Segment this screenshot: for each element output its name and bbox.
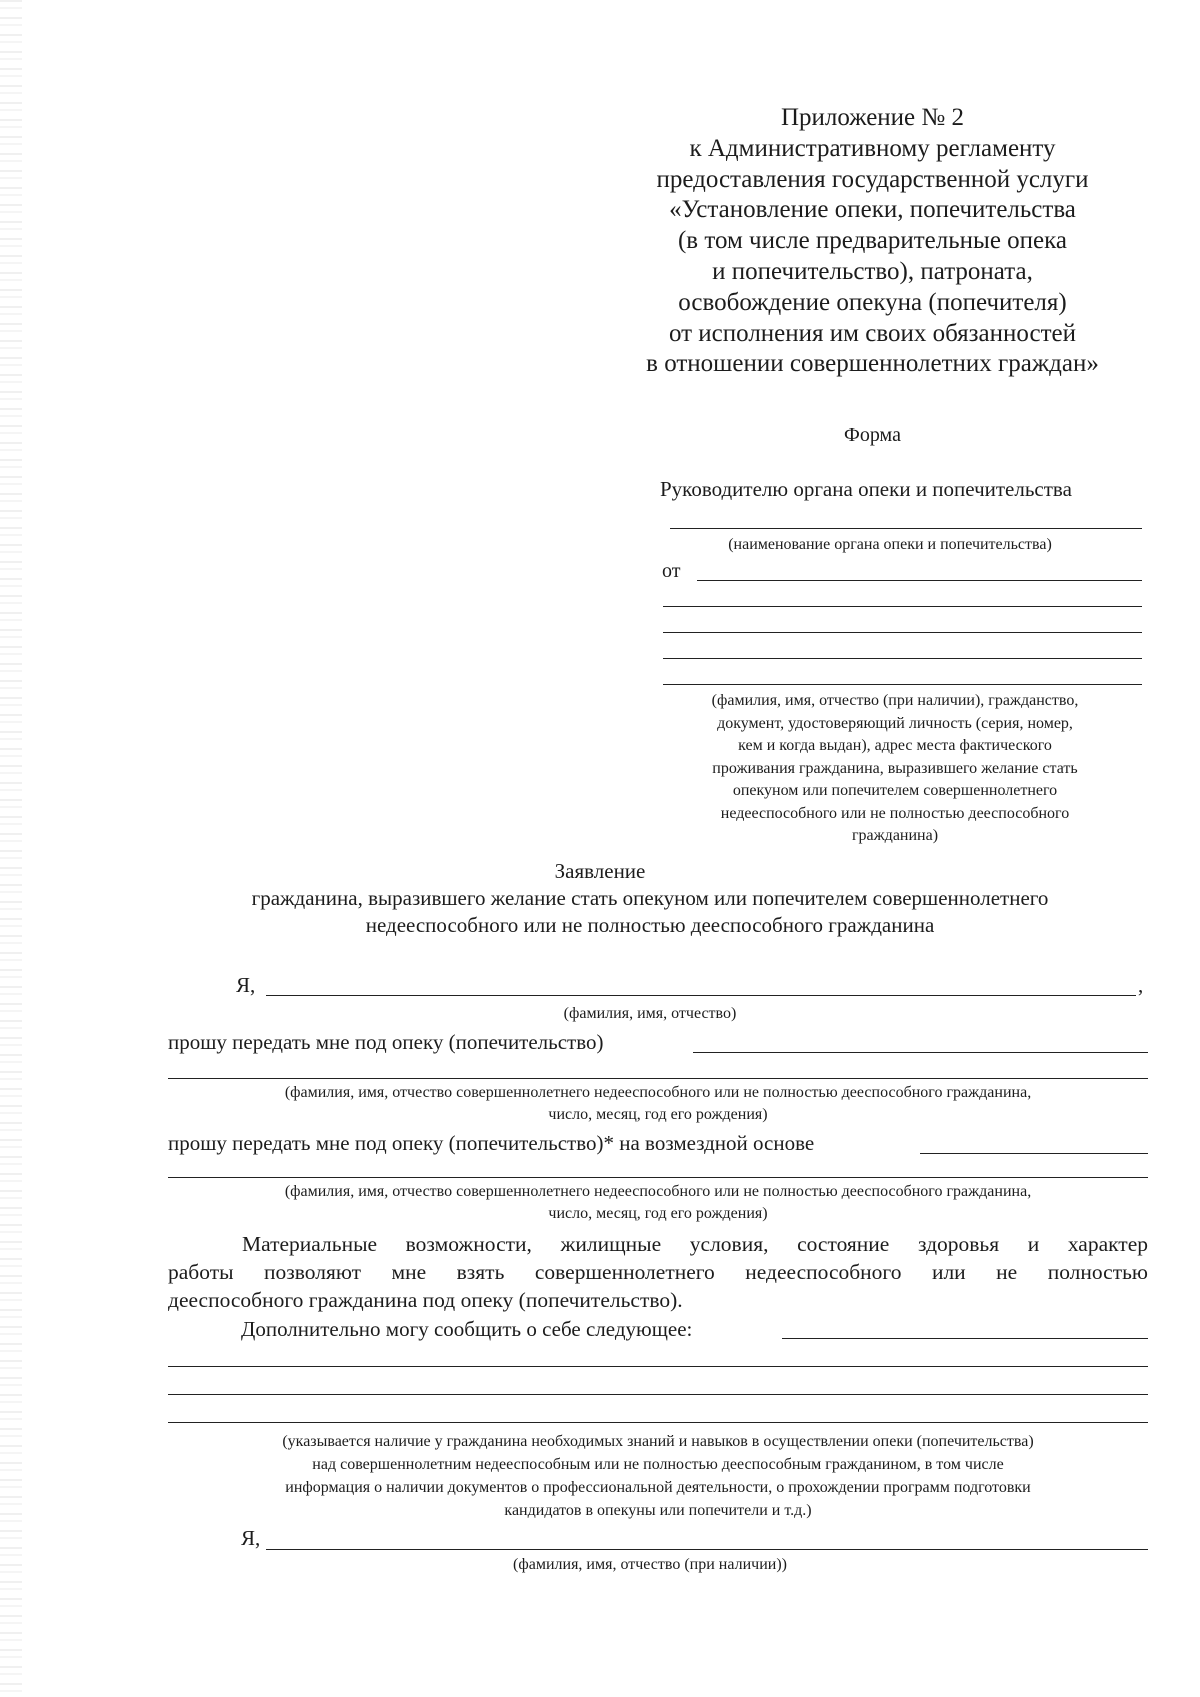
- statement-title: Заявление: [554, 859, 646, 883]
- header-line: освобождение опекуна (попечителя): [678, 288, 1067, 316]
- ward-caption-1: [168, 1082, 1148, 1126]
- organ-name-caption: [640, 534, 1140, 556]
- caption-line: (фамилия, имя, отчество (при наличии), гражданство,: [711, 692, 1079, 709]
- fio-caption: [450, 1003, 850, 1025]
- fio-caption-text: (фамилия, имя, отчество): [563, 1005, 737, 1022]
- addressee-label: Руководителю органа опеки и попечительства: [660, 477, 1072, 501]
- caption-line: проживания гражданина, выразившего желание стать: [712, 759, 1078, 777]
- caption-line: недееспособного или не полностью дееспособного: [720, 804, 1070, 822]
- header-line: «Установление опеки, попечительства: [669, 196, 1076, 224]
- caption-line: число, месяц, год его рождения): [548, 1205, 768, 1222]
- from-label: от: [662, 560, 681, 582]
- applicant-line-2[interactable]: [663, 606, 1142, 607]
- header-line: предоставления государственной услуги: [656, 165, 1089, 193]
- caption-line: опекуном или попечителем совершеннолетнего: [732, 782, 1058, 799]
- i-label: Я,: [236, 973, 256, 997]
- applicant-line-4[interactable]: [663, 658, 1142, 659]
- request-guardianship-label: прошу передать мне под опеку (попечительство): [168, 1030, 604, 1054]
- ward-line-2b[interactable]: [168, 1177, 1148, 1178]
- header-line: от исполнения им своих обязанностей: [668, 319, 1077, 347]
- ward-line-1a[interactable]: [693, 1052, 1148, 1053]
- comma: ,: [1138, 973, 1144, 997]
- header-line: и попечительство), патроната,: [712, 257, 1033, 285]
- caption-line: над совершеннолетним недееспособным или не полностью дееспособным гражданином, в том числе: [312, 1456, 1004, 1473]
- caption-line: число, месяц, год его рождения): [548, 1106, 768, 1123]
- applicant-line-1[interactable]: [697, 580, 1142, 581]
- additional-info-line-1[interactable]: [782, 1338, 1148, 1339]
- header-line: в отношении совершеннолетних граждан»: [646, 350, 1099, 378]
- header-line: Приложение № 2: [780, 104, 965, 131]
- additional-info-label: Дополнительно могу сообщить о себе следующее:: [241, 1317, 693, 1341]
- applicant-fio-line[interactable]: [266, 995, 1136, 996]
- ward-line-2a[interactable]: [920, 1153, 1148, 1154]
- additional-info-line-3[interactable]: [168, 1394, 1148, 1395]
- organ-name-line[interactable]: [670, 528, 1142, 529]
- header-line: к Административному регламенту: [689, 134, 1056, 162]
- statement-subtitle-line: гражданина, выразившего желание стать опекуном или попечителем совершеннолетнего: [251, 886, 1049, 910]
- caption-line: гражданина): [851, 827, 939, 844]
- fio-caption-2-text: (фамилия, имя, отчество (при наличии)): [513, 1556, 787, 1573]
- caption-line: (фамилия, имя, отчество совершеннолетнего недееспособного или не полностью дееспособного гражданина,: [284, 1183, 1032, 1200]
- header-line: (в том числе предварительные опека: [677, 227, 1067, 255]
- scan-edge-noise: [0, 0, 22, 1697]
- statement-subtitle-line: недееспособного или не полностью дееспособного гражданина: [365, 913, 935, 937]
- caption-line: документ, удостоверяющий личность (серия, номер,: [717, 714, 1073, 732]
- caption-line: (указывается наличие у гражданина необходимых знаний и навыков в осуществлении опеки (попечительства): [282, 1433, 1034, 1450]
- caption-line: (фамилия, имя, отчество совершеннолетнего недееспособного или не полностью дееспособного гражданина,: [284, 1084, 1032, 1101]
- applicant-line-3[interactable]: [663, 632, 1142, 633]
- applicant-fio-line-2[interactable]: [266, 1549, 1148, 1550]
- caption-line: кандидатов в опекуны или попечители и т.д.): [504, 1502, 812, 1519]
- request-paid-label: прошу передать мне под опеку (попечительство)* на возмездной основе: [168, 1131, 815, 1155]
- applicant-line-5[interactable]: [663, 684, 1142, 685]
- i-label-2: Я,: [241, 1526, 261, 1550]
- skills-caption: [168, 1430, 1148, 1522]
- applicant-caption: [640, 690, 1150, 848]
- additional-info-line-4[interactable]: [168, 1422, 1148, 1423]
- appendix-header: [600, 103, 1145, 380]
- ward-line-1b[interactable]: [168, 1078, 1148, 1079]
- caption-line: информация о наличии документов о профессиональной деятельности, о прохождении программ подготовки: [285, 1479, 1031, 1496]
- form-label: Форма: [844, 424, 901, 446]
- ward-caption-2: [168, 1181, 1148, 1225]
- organ-caption-text: (наименование органа опеки и попечительства): [728, 536, 1052, 553]
- fio-caption-2: [410, 1554, 890, 1576]
- additional-info-line-2[interactable]: [168, 1366, 1148, 1367]
- paragraph-line: работы позволяют мне взять совершеннолетнего недееспособного или не полностью: [168, 1260, 1148, 1284]
- paragraph-line: дееспособного гражданина под опеку (попечительство).: [168, 1288, 683, 1312]
- statement-title-block: [150, 858, 1150, 939]
- capabilities-paragraph: [168, 1230, 1148, 1314]
- paragraph-line: Материальные возможности, жилищные условия, состояние здоровья и характер: [242, 1232, 1148, 1256]
- caption-line: кем и когда выдан), адрес места фактического: [738, 737, 1052, 754]
